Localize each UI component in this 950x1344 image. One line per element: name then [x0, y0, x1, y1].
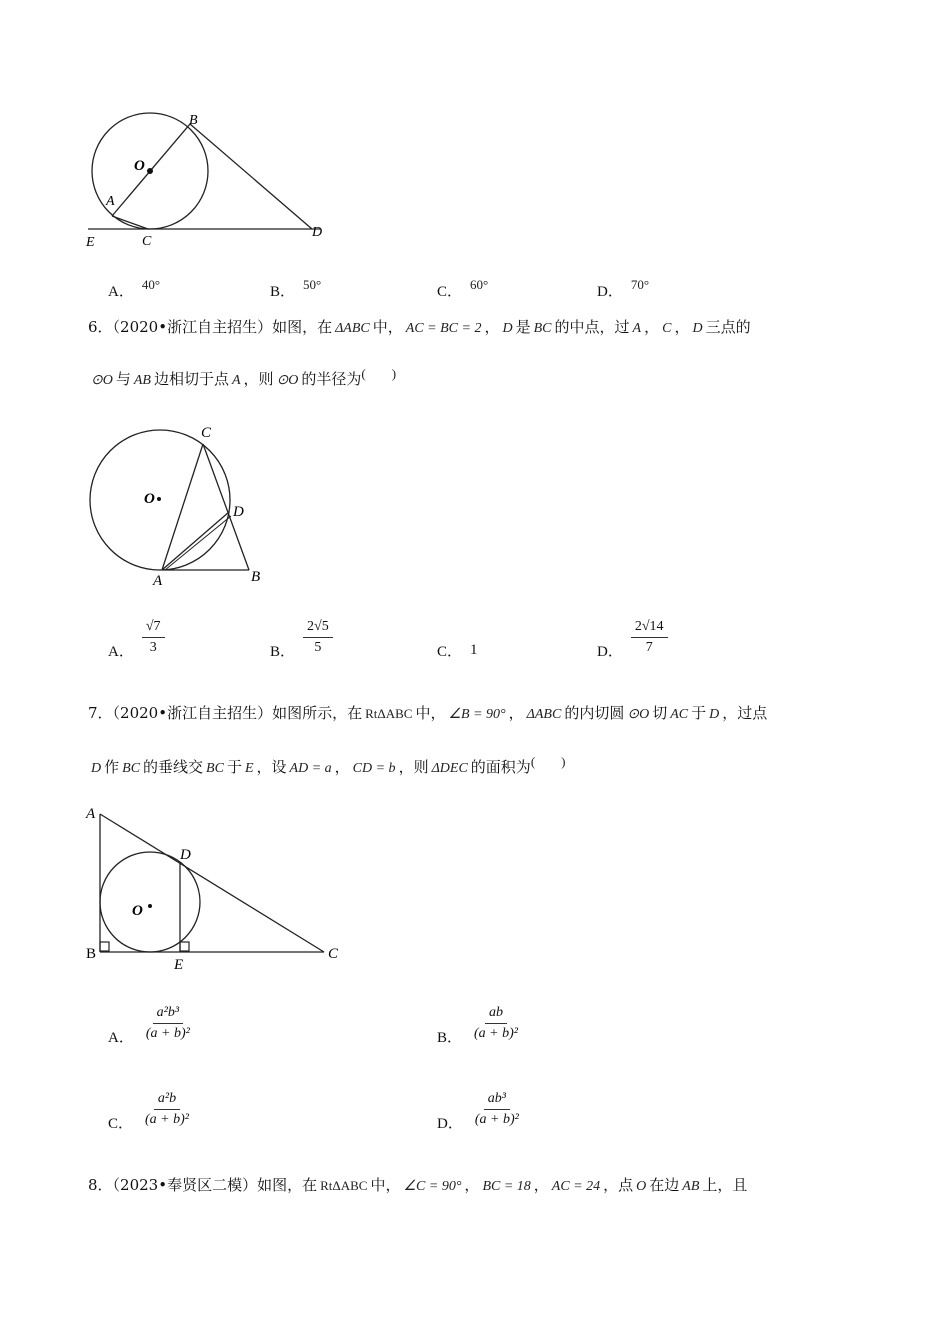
math: BC [122, 761, 141, 776]
math: BC [206, 761, 224, 776]
q6-figure [85, 420, 275, 590]
q7-option-b[interactable] [437, 1000, 522, 1047]
q5-label-A: A [106, 194, 115, 209]
fraction-denominator: 7 [645, 640, 653, 655]
stem-text: 的中点，过 [554, 318, 630, 336]
stem-text: 中， [370, 1176, 401, 1194]
stem-text: 的内切圆 [564, 704, 625, 722]
fraction-denominator: (a + b)² [145, 1026, 190, 1041]
option-fraction [470, 1005, 522, 1042]
math: A [231, 373, 241, 388]
fraction-denominator: 3 [149, 640, 157, 655]
option-label: C． [437, 284, 463, 300]
fraction-numerator: 2√5 [303, 619, 333, 638]
q6-stem-line1 [88, 316, 751, 337]
q5-center-dot [147, 168, 153, 174]
math: ∠C = 90° [403, 1179, 462, 1194]
q5-label-B: B [189, 113, 198, 128]
stem-text: ， [484, 318, 500, 336]
q7-line-AC [100, 814, 324, 952]
answer-paren: ( ) [530, 754, 566, 769]
q7-option-c[interactable] [108, 1086, 193, 1133]
option-value: 60° [470, 276, 489, 292]
option-label: D． [597, 284, 623, 300]
q7-label-C: C [328, 946, 339, 962]
math: RtΔABC [320, 1178, 368, 1193]
option-label: A． [108, 644, 134, 660]
q7-option-d[interactable] [437, 1086, 523, 1133]
math: AB [682, 1179, 700, 1194]
question-number: 8． [88, 1176, 113, 1194]
option-label: C． [437, 644, 463, 660]
q7-center-dot [148, 904, 152, 908]
q5-option-b[interactable] [270, 276, 322, 301]
math: D [709, 707, 720, 722]
q6-label-C: C [201, 425, 212, 441]
fraction-numerator: ab [485, 1005, 507, 1024]
stem-text: 三点的 [705, 318, 751, 336]
q6-option-c[interactable] [437, 640, 478, 661]
stem-text: ，则 [243, 370, 274, 388]
stem-text: ， [508, 704, 524, 722]
math: AC = 24 [551, 1179, 601, 1194]
fraction-denominator: 5 [314, 640, 322, 655]
fraction-numerator: a²b [154, 1091, 180, 1110]
q6-option-d[interactable] [597, 614, 668, 661]
math: ΔDEC [431, 761, 468, 776]
stem-text: 中， [415, 704, 446, 722]
q5-label-E: E [86, 235, 95, 250]
stem-text: ， [334, 758, 350, 776]
answer-paren: ( ) [361, 366, 397, 381]
math: AC [670, 707, 689, 722]
q7-label-E: E [174, 957, 184, 972]
stem-text: ， [644, 318, 660, 336]
q7-option-a[interactable] [108, 1000, 194, 1047]
math: CD = b [352, 761, 396, 776]
fraction-denominator: (a + b)² [474, 1112, 519, 1127]
q5-option-d[interactable] [597, 276, 650, 301]
q5-figure [80, 108, 340, 253]
stem-text: 边相切于点 [153, 370, 229, 388]
stem-text: 的面积为 [470, 758, 531, 776]
q7-label-O: O [132, 903, 143, 919]
q7-label-B: B [86, 946, 97, 962]
q7-stem-line2 [88, 756, 565, 777]
option-label: B． [270, 644, 296, 660]
stem-text: ，则 [398, 758, 429, 776]
stem-text: 于 [226, 758, 242, 776]
stem-text: 的垂线交 [143, 758, 204, 776]
math: D [91, 761, 102, 776]
q6-label-D: D [233, 504, 244, 520]
stem-text: ， [464, 1176, 480, 1194]
q5-label-C: C [142, 234, 152, 249]
question-source: （2020•浙江自主招生） [112, 318, 273, 336]
question-source: （2020•浙江自主招生） [112, 704, 273, 722]
math: A [632, 321, 642, 336]
option-label: D． [597, 644, 623, 660]
option-fraction [471, 1091, 523, 1128]
stem-text: 如图所示，在 [272, 704, 363, 722]
q6-label-B: B [251, 569, 261, 585]
stem-text: 如图，在 [257, 1176, 318, 1194]
option-label: B． [437, 1030, 463, 1046]
fraction-numerator: a²b³ [153, 1005, 183, 1024]
question-source: （2023•奉贤区二模） [112, 1176, 258, 1194]
stem-text: 是 [515, 318, 531, 336]
question-number: 7． [88, 704, 113, 722]
q5-label-O: O [134, 158, 145, 174]
option-fraction [142, 619, 165, 656]
stem-text: 在边 [649, 1176, 680, 1194]
option-value: 1 [470, 642, 478, 658]
math: E [244, 761, 254, 776]
option-label: D． [437, 1116, 463, 1132]
math: AD = a [289, 761, 332, 776]
option-fraction [631, 619, 668, 656]
q7-label-A: A [86, 806, 96, 822]
math: O [636, 1179, 647, 1194]
q6-stem-line2 [88, 368, 396, 389]
stem-text: 于 [691, 704, 707, 722]
math: BC [533, 321, 552, 336]
stem-text: 的半径为 [301, 370, 362, 388]
q5-label-D: D [312, 225, 323, 240]
stem-text: 与 [115, 370, 131, 388]
q6-label-O: O [144, 491, 155, 507]
option-fraction [141, 1091, 193, 1128]
option-value: 40° [141, 276, 161, 292]
option-label: C． [108, 1116, 134, 1132]
stem-text: 中， [372, 318, 403, 336]
fraction-numerator: √7 [142, 619, 165, 638]
q7-stem-line1 [88, 702, 767, 723]
option-fraction [142, 1005, 194, 1042]
q6-line-AD-2 [165, 516, 231, 570]
stem-text: 如图，在 [272, 318, 333, 336]
math: C [662, 321, 672, 336]
q6-center-dot [157, 497, 161, 501]
q6-option-b[interactable] [270, 614, 333, 661]
stem-text: ，点 [603, 1176, 634, 1194]
fraction-numerator: 2√14 [631, 619, 668, 638]
stem-text: 切 [652, 704, 668, 722]
stem-text: ， [674, 318, 690, 336]
fraction-denominator: (a + b)² [474, 1026, 518, 1041]
math: ⊙O [91, 373, 113, 388]
q7-right-angle-E [180, 942, 189, 951]
q5-option-a[interactable] [108, 276, 161, 301]
question-number: 6． [88, 318, 113, 336]
math: ⊙O [627, 707, 650, 722]
q7-label-D: D [180, 847, 191, 863]
option-label: B． [270, 284, 296, 300]
q6-label-A: A [153, 573, 163, 589]
q7-figure [80, 802, 350, 972]
stem-text: 上，且 [702, 1176, 748, 1194]
math: AB [133, 373, 151, 388]
option-label: A． [108, 1030, 134, 1046]
math: AC = BC = 2 [405, 321, 482, 336]
stem-text: ， [533, 1176, 549, 1194]
math: ΔABC [335, 321, 370, 336]
stem-text: ，过点 [722, 704, 768, 722]
q6-line-AC [162, 444, 203, 570]
q8-stem-line1 [88, 1174, 747, 1195]
math: ⊙O [276, 373, 299, 388]
q7-right-angle-B [100, 942, 109, 951]
option-value: 70° [630, 276, 650, 292]
stem-text: ，设 [256, 758, 287, 776]
math: D [692, 321, 703, 336]
option-fraction [303, 619, 333, 656]
fraction-denominator: (a + b)² [145, 1112, 189, 1127]
q7-incircle [100, 852, 200, 952]
math: RtΔABC [365, 706, 413, 721]
math: ΔABC [526, 707, 562, 722]
q6-option-a[interactable] [108, 614, 165, 661]
fraction-numerator: ab³ [484, 1091, 510, 1110]
stem-text: 作 [104, 758, 120, 776]
q5-option-c[interactable] [437, 276, 489, 301]
q5-line-AC [112, 216, 148, 229]
math: D [502, 321, 513, 336]
math: BC = 18 [482, 1179, 531, 1194]
option-label: A． [108, 284, 134, 300]
option-value: 50° [303, 276, 322, 292]
math: ∠B = 90° [448, 707, 506, 722]
